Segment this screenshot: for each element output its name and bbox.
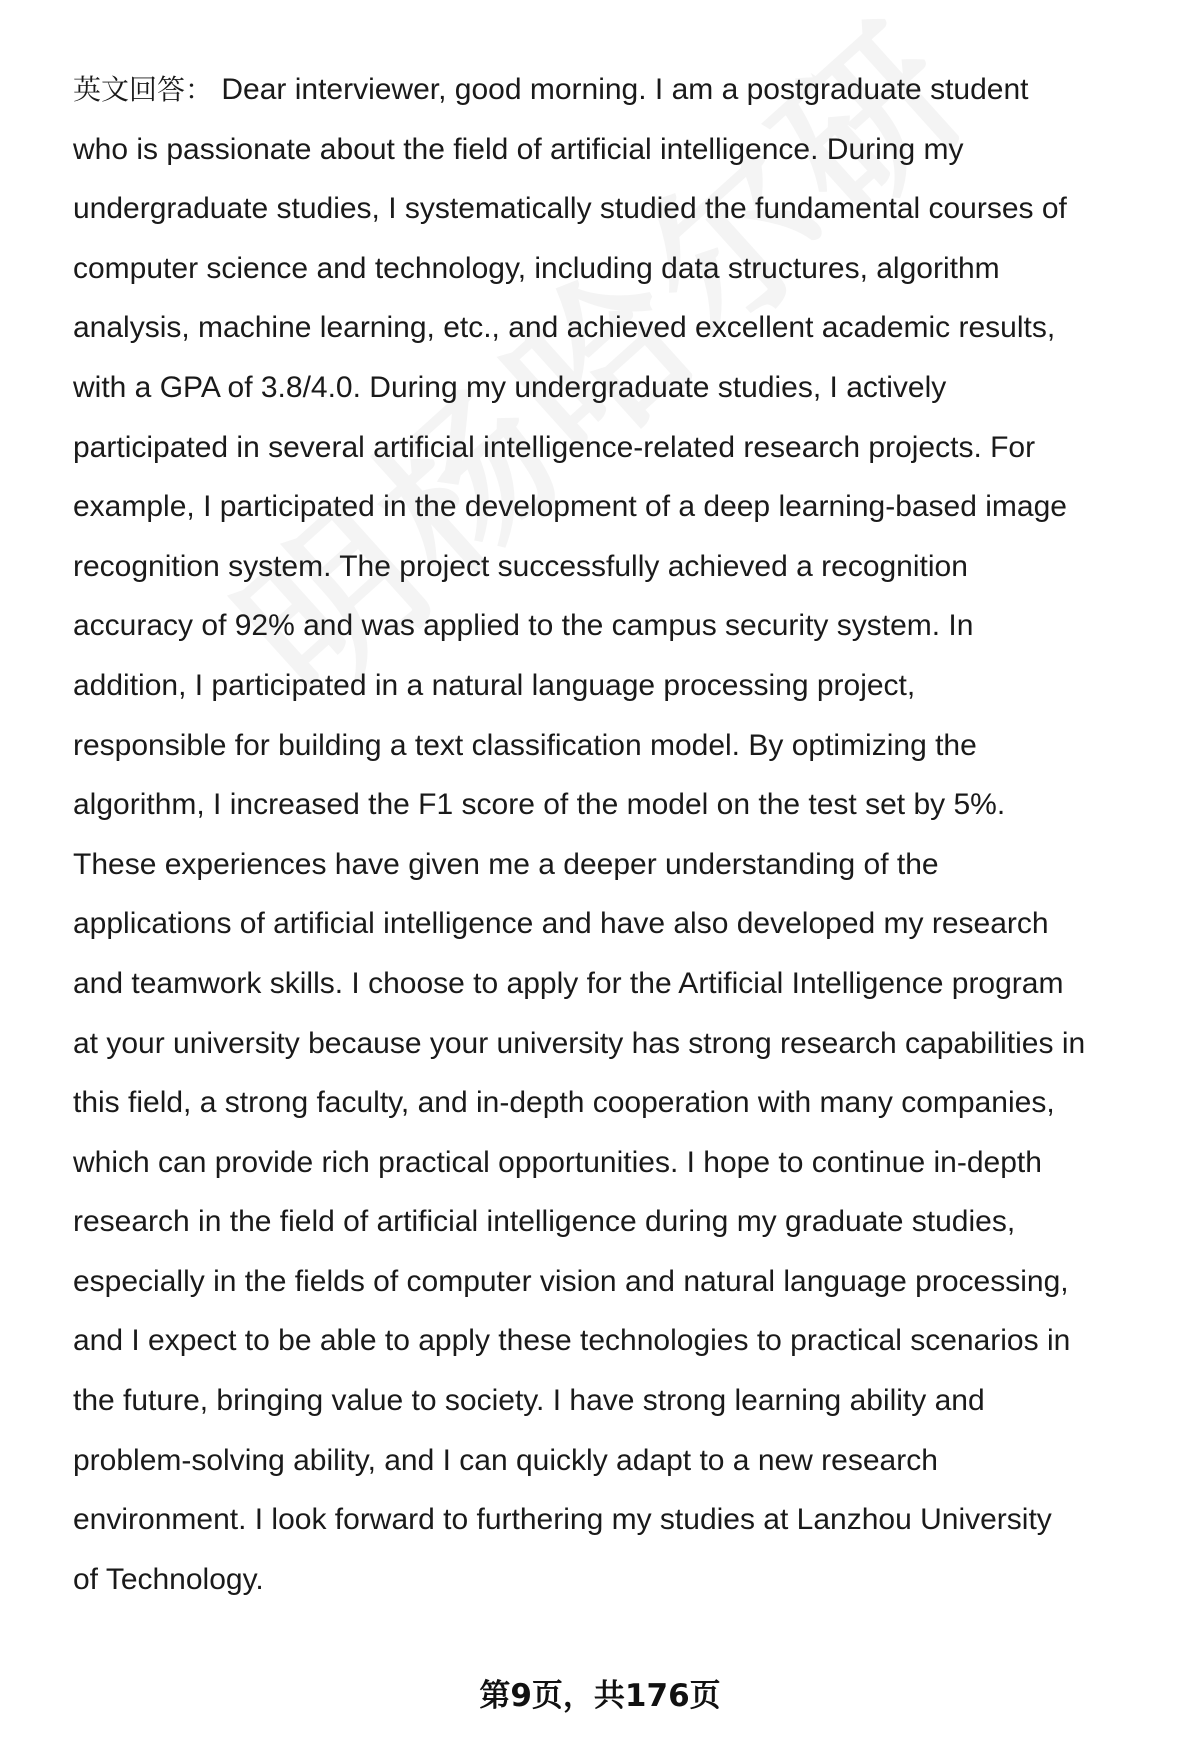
answer-label: 英文回答： (73, 73, 214, 106)
page-indicator: 第9页，共176页 (479, 1678, 721, 1714)
answer-text: Dear interviewer, good morning. I am a postgraduate student who is passionate about the field of artificial intelligence. During my undergraduate studies, I systematically studied the fundamental courses of computer science and technology, including data structures, algorithm analysis, machine learning, etc., and achieved excellent academic results, with a GPA of 3.8/4.0. During my undergraduate studies, I actively participated in several artificial intelligence-related research projects. For example, I participated in the development of a deep learning-based image recognition system. The project successfully achieved a recognition accuracy of 92% and was applied to the campus security system. In addition, I participated in a natural language processing project, responsible for building a text classification model. By optimizing the algorithm, I increased the F1 score of the model on the test set by 5%. These experiences have given me a deeper understanding of the applications of artificial intelligence and have also developed my research and teamwork skills. I choose to apply for the Artificial Intelligence program at your university because your university has strong research capabilities in this field, a strong faculty, and in-depth cooperation with many companies, which can provide rich practical opportunities. I hope to continue in-depth research in the field of artificial intelligence during my graduate studies, especially in the fields of computer vision and natural language processing, and I expect to be able to apply these technologies to practical scenarios in the future, bringing value to society. I have strong learning ability and problem-solving ability, and I can quickly adapt to a new research environment. I look forward to furthering my studies at Lanzhou University of Technology. (73, 73, 1086, 1596)
answer-paragraph (73, 60, 1163, 1609)
